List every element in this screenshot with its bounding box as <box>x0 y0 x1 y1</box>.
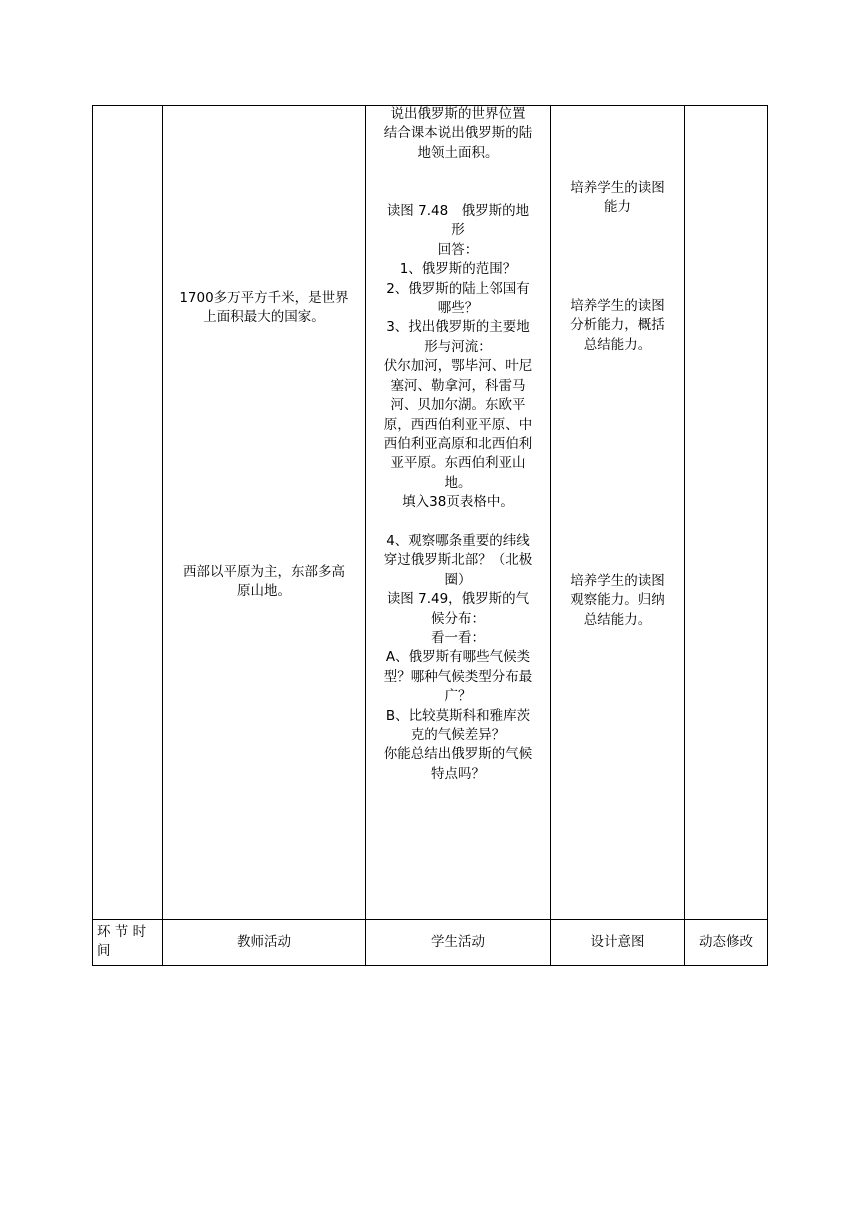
col-border-2 <box>365 105 366 966</box>
col-border-5 <box>767 105 768 966</box>
teacher-activity-area: 1700多万平方千米，是世界 上面积最大的国家。 <box>179 290 349 326</box>
col-border-3 <box>550 105 551 966</box>
design-intent-2: 培养学生的读图 分析能力，概括 总结能力。 <box>570 298 665 353</box>
design-intent-1: 培养学生的读图 能力 <box>570 180 665 216</box>
col-border-1 <box>162 105 163 966</box>
col-border-4 <box>684 105 685 966</box>
header-design-intent: 设计意图 <box>590 934 645 950</box>
col-border-0 <box>92 105 93 966</box>
table-bottom-border <box>92 965 768 966</box>
header-student-activity: 学生活动 <box>431 934 485 950</box>
header-stage-time: 环 节 时 间 <box>97 924 147 959</box>
header-row-top-border <box>92 919 768 920</box>
design-intent-3: 培养学生的读图 观察能力。归纳 总结能力。 <box>570 573 665 628</box>
teacher-activity-terrain: 西部以平原为主，东部多高 原山地。 <box>183 564 345 600</box>
student-activity-text: 说出俄罗斯的世界位置 结合课本说出俄罗斯的陆 地领土面积。 读图 7.48 俄罗斯的地 形 回答： 1、俄罗斯的范围？ 2、俄罗斯的陆上邻国有 哪些？ 3、找出俄罗斯的主要地 形与河流： 伏尔加河，鄂毕河、叶尼 塞河、勒拿河，科雷马 河、贝加尔湖。东欧平 原，西西伯利亚平原、中 西伯利亚高原和北西伯利 亚平原。东西伯利亚山 地。 填入38页表格中。 4、观察哪条重要的纬线 穿过俄罗斯北部？（北极 圈） 读图 7.49，俄罗斯的气 候分布： 看一看： A、俄罗斯有哪些气候类 型？哪种气候类型分布最 广？ B、比较莫斯科和雅库茨 克的气候差异？ 你能总结出俄罗斯的气候 特点吗？ <box>383 106 533 782</box>
header-teacher-activity: 教师活动 <box>237 934 291 950</box>
header-dynamic-revision: 动态修改 <box>699 934 753 950</box>
